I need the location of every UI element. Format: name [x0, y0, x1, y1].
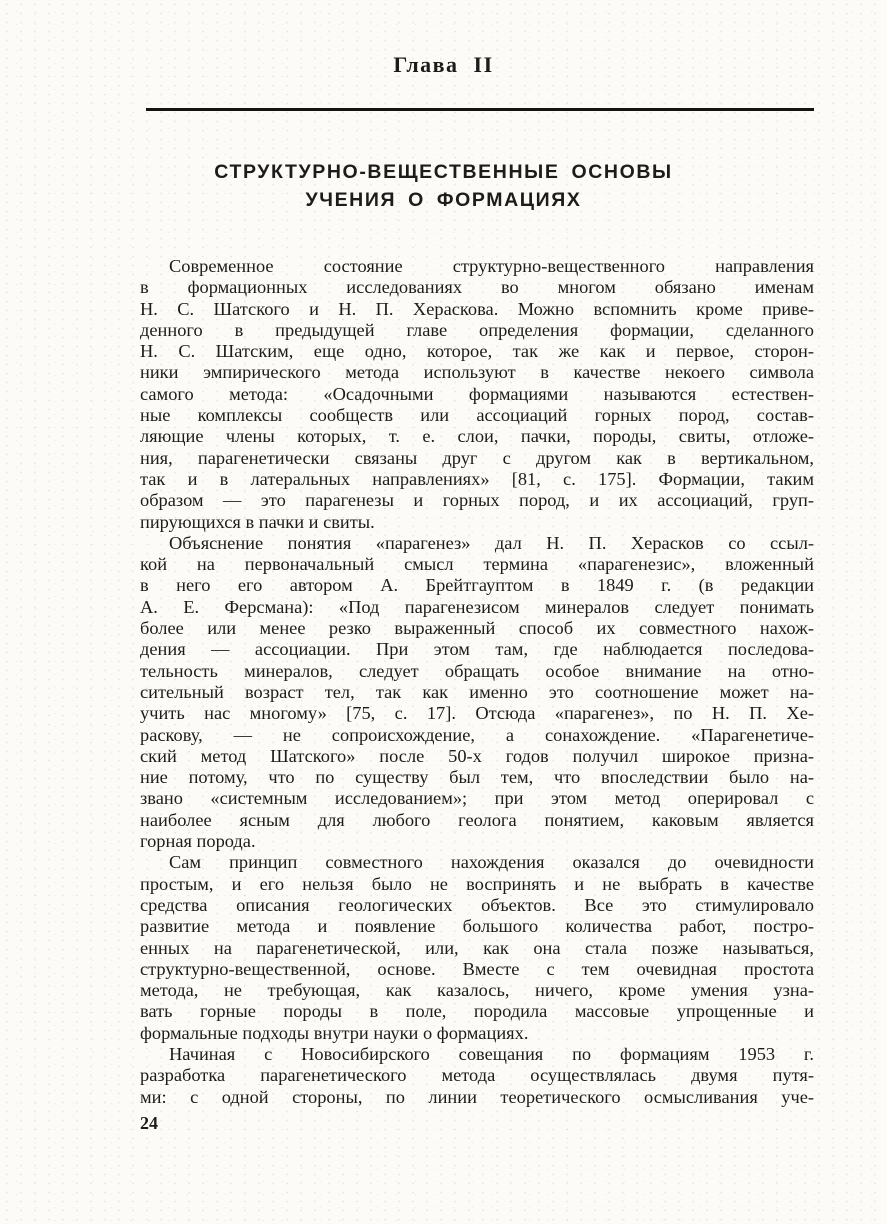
paragraph	[140, 533, 814, 852]
chapter-heading: Глава II	[393, 52, 494, 77]
text-line: ляющие члены которых, т. е. слои, пачки, породы, свиты, отложе-	[140, 426, 814, 447]
text-line: Начиная с Новосибирского совещания по формациям 1953 г.	[169, 1043, 814, 1064]
text-line: вать горные породы в поле, породила массовые упрощенные и	[140, 1001, 814, 1022]
text-line: сительный возраст тел, так как именно это соотношение может на-	[140, 681, 814, 702]
paragraph	[140, 256, 814, 533]
section-title	[0, 158, 887, 214]
text-line: развитие метода и появление большого количества работ, постро-	[140, 916, 814, 937]
text-line: ники эмпирического метода используют в качестве некоего символа	[140, 362, 814, 383]
text-line: горная порода.	[140, 831, 256, 852]
page-number: 24	[140, 1113, 158, 1133]
text-line: структурно-вещественной, основе. Вместе с тем очевидная простота	[140, 958, 814, 979]
text-line: звано «системным исследованием»; при этом метод оперировал с	[140, 788, 814, 809]
text-line: учить нас многому» [75, с. 17]. Отсюда «парагенез», по Н. П. Хе-	[140, 703, 814, 724]
section-title-line1: СТРУКТУРНО-ВЕЩЕСТВЕННЫЕ ОСНОВЫ	[214, 161, 673, 183]
text-line: ми: с одной стороны, по линии теоретического осмысливания уче-	[140, 1086, 814, 1107]
text-line: образом — это парагенезы и горных пород, и их ассоциаций, груп-	[140, 490, 814, 511]
text-line: раскову, — не сопроисхождение, а сонахождение. «Парагенетиче-	[140, 724, 814, 745]
text-line: тельность минералов, следует обращать особое внимание на отно-	[140, 660, 814, 681]
chapter-divider-line	[146, 108, 814, 111]
text-line: разработка парагенетического метода осуществлялась двумя путя-	[140, 1065, 814, 1086]
text-line: Современное состояние структурно-вещественного направления	[169, 256, 814, 276]
text-line: средства описания геологических объектов. Все это стимулировало	[140, 894, 814, 915]
text-line: самого метода: «Осадочными формациями называются естествен-	[140, 383, 814, 404]
text-line: так и в латеральных направлениях» [81, с. 175]. Формации, таким	[140, 468, 814, 489]
text-line: дения — ассоциации. При этом там, где наблюдается последова-	[140, 639, 814, 660]
paragraph	[140, 852, 814, 1044]
text-line: А. Е. Ферсмана): «Под парагенезисом минералов следует понимать	[140, 596, 814, 617]
text-line: формальные подходы внутри науки о формациях.	[140, 1022, 529, 1043]
text-line: Н. С. Шатским, еще одно, которое, так же как и первое, сторон-	[140, 341, 814, 362]
text-line: ные комплексы сообществ или ассоциаций горных пород, состав-	[140, 405, 814, 426]
text-line: ния, парагенетически связаны друг с другом как в вертикальном,	[140, 447, 814, 468]
text-line: ние потому, что по существу был тем, что впоследствии было на-	[140, 767, 814, 788]
text-line: наиболее ясным для любого геолога понятием, каковым является	[140, 809, 814, 830]
text-line: более или менее резко выраженный способ их совместного нахож-	[140, 618, 814, 639]
text-line: Н. С. Шатского и Н. П. Хераскова. Можно вспомнить кроме приве-	[140, 298, 814, 319]
text-line: пирующихся в пачки и свиты.	[140, 511, 375, 532]
section-title-line2: УЧЕНИЯ О ФОРМАЦИЯХ	[305, 189, 582, 211]
text-line: кой на первоначальный смысл термина «парагенезис», вложенный	[140, 554, 814, 575]
text-line: енных на парагенетической, или, как она стала позже называться,	[140, 937, 814, 958]
text-line: Объяснение понятия «парагенез» дал Н. П. Херасков со ссыл-	[169, 532, 814, 553]
text-line: простым, и его нельзя было не воспринять и не выбрать в качестве	[140, 873, 814, 894]
text-line: денного в предыдущей главе определения формации, сделанного	[140, 319, 814, 340]
text-line: в него его автором А. Брейтгауптом в 1849 г. (в редакции	[140, 575, 814, 596]
text-line: ский метод Шатского» после 50-х годов получил широкое призна-	[140, 745, 814, 766]
page-body	[140, 256, 814, 1108]
paragraph	[140, 1044, 814, 1108]
text-line: метода, не требующая, как казалось, ничего, кроме умения узна-	[140, 980, 814, 1001]
text-line: в формационных исследованиях во многом обязано именам	[140, 277, 814, 298]
text-line: Сам принцип совместного нахождения оказался до очевидности	[169, 852, 814, 873]
